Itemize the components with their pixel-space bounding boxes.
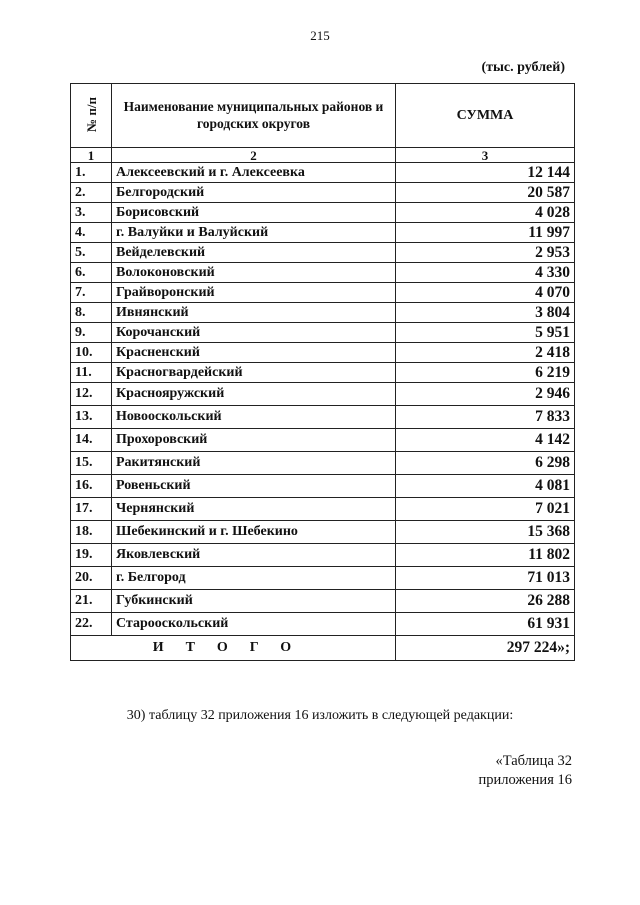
table-row — [71, 263, 575, 283]
row-value: 7 021 — [396, 498, 575, 521]
row-index: 4. — [71, 223, 112, 243]
row-name: Губкинский — [112, 590, 396, 613]
row-value: 6 298 — [396, 452, 575, 475]
row-value: 61 931 — [396, 613, 575, 636]
row-name: Новооскольский — [112, 406, 396, 429]
table-row — [71, 590, 575, 613]
row-name: Грайворонский — [112, 283, 396, 303]
table-row — [71, 323, 575, 343]
caption-line-1: «Таблица 32 — [495, 753, 572, 769]
table-body — [71, 163, 575, 636]
table-row — [71, 363, 575, 383]
header-name: Наименование муниципальных районов и городских округов — [112, 84, 396, 148]
row-index: 7. — [71, 283, 112, 303]
row-name: Прохоровский — [112, 429, 396, 452]
table-row — [71, 567, 575, 590]
row-index: 15. — [71, 452, 112, 475]
row-value: 71 013 — [396, 567, 575, 590]
row-value: 6 219 — [396, 363, 575, 383]
units-label: (тыс. рублей) — [481, 60, 565, 75]
row-value: 26 288 — [396, 590, 575, 613]
row-value: 4 142 — [396, 429, 575, 452]
row-index: 20. — [71, 567, 112, 590]
row-name: Ровеньский — [112, 475, 396, 498]
table-row — [71, 521, 575, 544]
header-number-label: № п/п — [83, 97, 99, 132]
table-row — [71, 203, 575, 223]
row-name: Красногвардейский — [112, 363, 396, 383]
column-number: 3 — [396, 148, 575, 163]
row-index: 1. — [71, 163, 112, 183]
row-name: Старооскольский — [112, 613, 396, 636]
row-name: Борисовский — [112, 203, 396, 223]
table-row — [71, 498, 575, 521]
row-value: 20 587 — [396, 183, 575, 203]
row-index: 5. — [71, 243, 112, 263]
allocation-table — [70, 83, 575, 661]
row-index: 3. — [71, 203, 112, 223]
row-index: 9. — [71, 323, 112, 343]
amendment-paragraph: 30) таблицу 32 приложения 16 изложить в следующей редакции: — [126, 708, 514, 723]
row-value: 2 418 — [396, 343, 575, 363]
row-index: 22. — [71, 613, 112, 636]
row-value: 4 070 — [396, 283, 575, 303]
row-name: г. Валуйки и Валуйский — [112, 223, 396, 243]
row-index: 18. — [71, 521, 112, 544]
row-value: 3 804 — [396, 303, 575, 323]
header-number — [71, 84, 112, 148]
table-row — [71, 613, 575, 636]
row-index: 16. — [71, 475, 112, 498]
row-name: Ивнянский — [112, 303, 396, 323]
total-row — [71, 636, 575, 661]
row-index: 8. — [71, 303, 112, 323]
row-index: 11. — [71, 363, 112, 383]
table-row — [71, 243, 575, 263]
row-value: 4 330 — [396, 263, 575, 283]
row-name: Шебекинский и г. Шебекино — [112, 521, 396, 544]
table-row — [71, 183, 575, 203]
table-row — [71, 544, 575, 567]
row-value: 7 833 — [396, 406, 575, 429]
row-value: 2 946 — [396, 383, 575, 406]
row-name: Красненский — [112, 343, 396, 363]
row-value: 4 028 — [396, 203, 575, 223]
table-row — [71, 343, 575, 363]
header-sum: СУММА — [396, 84, 575, 148]
row-name: Краснояружский — [112, 383, 396, 406]
row-value: 4 081 — [396, 475, 575, 498]
table-caption — [479, 752, 572, 790]
caption-line-2: приложения 16 — [478, 771, 572, 788]
table-row — [71, 283, 575, 303]
row-value: 11 802 — [396, 544, 575, 567]
table-row — [71, 163, 575, 183]
row-index: 19. — [71, 544, 112, 567]
column-number: 2 — [112, 148, 396, 163]
row-name: Вейделевский — [112, 243, 396, 263]
total-value: 297 224»; — [396, 636, 575, 661]
row-value: 11 997 — [396, 223, 575, 243]
row-value: 15 368 — [396, 521, 575, 544]
row-index: 21. — [71, 590, 112, 613]
table-row — [71, 223, 575, 243]
row-name: Корочанский — [112, 323, 396, 343]
table-row — [71, 406, 575, 429]
row-index: 2. — [71, 183, 112, 203]
row-value: 2 953 — [396, 243, 575, 263]
row-value: 5 951 — [396, 323, 575, 343]
table-row — [71, 452, 575, 475]
row-name: г. Белгород — [112, 567, 396, 590]
column-number: 1 — [71, 148, 112, 163]
row-index: 13. — [71, 406, 112, 429]
page-number: 215 — [310, 28, 330, 43]
row-index: 12. — [71, 383, 112, 406]
row-value: 12 144 — [396, 163, 575, 183]
table-row — [71, 429, 575, 452]
row-index: 10. — [71, 343, 112, 363]
row-name: Ракитянский — [112, 452, 396, 475]
row-index: 17. — [71, 498, 112, 521]
table-row — [71, 303, 575, 323]
row-name: Алексеевский и г. Алексеевка — [112, 163, 396, 183]
row-name: Белгородский — [112, 183, 396, 203]
row-index: 14. — [71, 429, 112, 452]
total-label: ИТОГО — [71, 636, 396, 661]
table-header-row — [71, 84, 575, 148]
column-number-row — [71, 148, 575, 163]
row-name: Волоконовский — [112, 263, 396, 283]
row-name: Чернянский — [112, 498, 396, 521]
table-row — [71, 383, 575, 406]
row-index: 6. — [71, 263, 112, 283]
row-name: Яковлевский — [112, 544, 396, 567]
table-row — [71, 475, 575, 498]
